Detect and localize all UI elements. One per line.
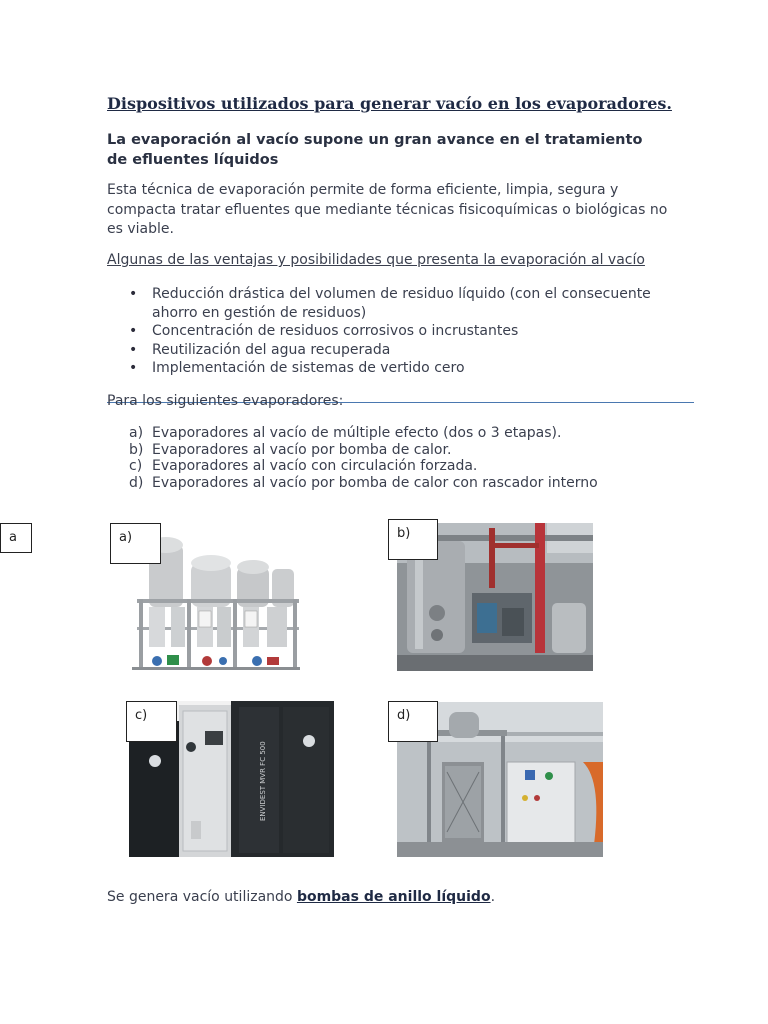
evaporator-text: Evaporadores al vacío de múltiple efecto (dos o 3 etapas).: [152, 425, 562, 441]
evaporators-heading: Para los siguientes evaporadores:: [107, 393, 344, 409]
advantages-heading: Algunas de las ventajas y posibilidades que presenta la evaporación al vacío: [107, 252, 645, 268]
cabinet-label-text: ENVIDEST MVR FC 500: [259, 741, 267, 821]
photo-label-d: d): [388, 701, 438, 742]
advantage-item: • Reutilización del agua recuperada: [107, 341, 667, 360]
evaporator-text: Evaporadores al vacío por bomba de calor.: [152, 441, 452, 458]
evaporator-item: [107, 475, 667, 492]
evaporators-list: [107, 425, 667, 491]
page-title: Dispositivos utilizados para generar vacío en los evaporadores.: [107, 94, 672, 113]
intro-paragraph: Esta técnica de evaporación permite de forma eficiente, limpia, segura y compacta tratar efluentes que mediante técnicas fisicoquímicas o biológicas no es viable.: [107, 182, 668, 237]
advantage-item: • Reducción drástica del volumen de residuo líquido (con el consecuente ahorro en gestión de residuos): [107, 285, 667, 322]
list-marker: c): [129, 458, 143, 474]
evaporator-text: Evaporadores al vacío por bomba de calor con rascador interno: [152, 474, 598, 491]
list-marker: a): [129, 425, 144, 441]
footer-suffix: .: [490, 889, 496, 905]
footer-sentence: [107, 889, 495, 905]
list-marker: d): [129, 474, 144, 491]
subtitle: La evaporación al vacío supone un gran avance en el tratamiento de efluentes líquidos: [107, 132, 643, 168]
evaporator-item: [107, 425, 667, 442]
evaporator-item: [107, 442, 667, 459]
photo-label-a: a): [110, 523, 161, 564]
photo-label-c: c): [126, 701, 177, 742]
footer-prefix: Se genera vacío utilizando: [107, 889, 297, 905]
photo-label-b: b): [388, 519, 438, 560]
advantages-list: [107, 285, 667, 378]
advantage-item: • Implementación de sistemas de vertido cero: [107, 359, 667, 378]
side-label-box: a: [0, 523, 32, 553]
advantage-item: • Concentración de residuos corrosivos o incrustantes: [107, 322, 667, 341]
list-marker: b): [129, 441, 144, 458]
footer-emphasis: bombas de anillo líquido: [296, 889, 491, 905]
evaporator-text: Evaporadores al vacío con circulación forzada.: [152, 458, 478, 474]
evaporator-item: [107, 458, 667, 475]
